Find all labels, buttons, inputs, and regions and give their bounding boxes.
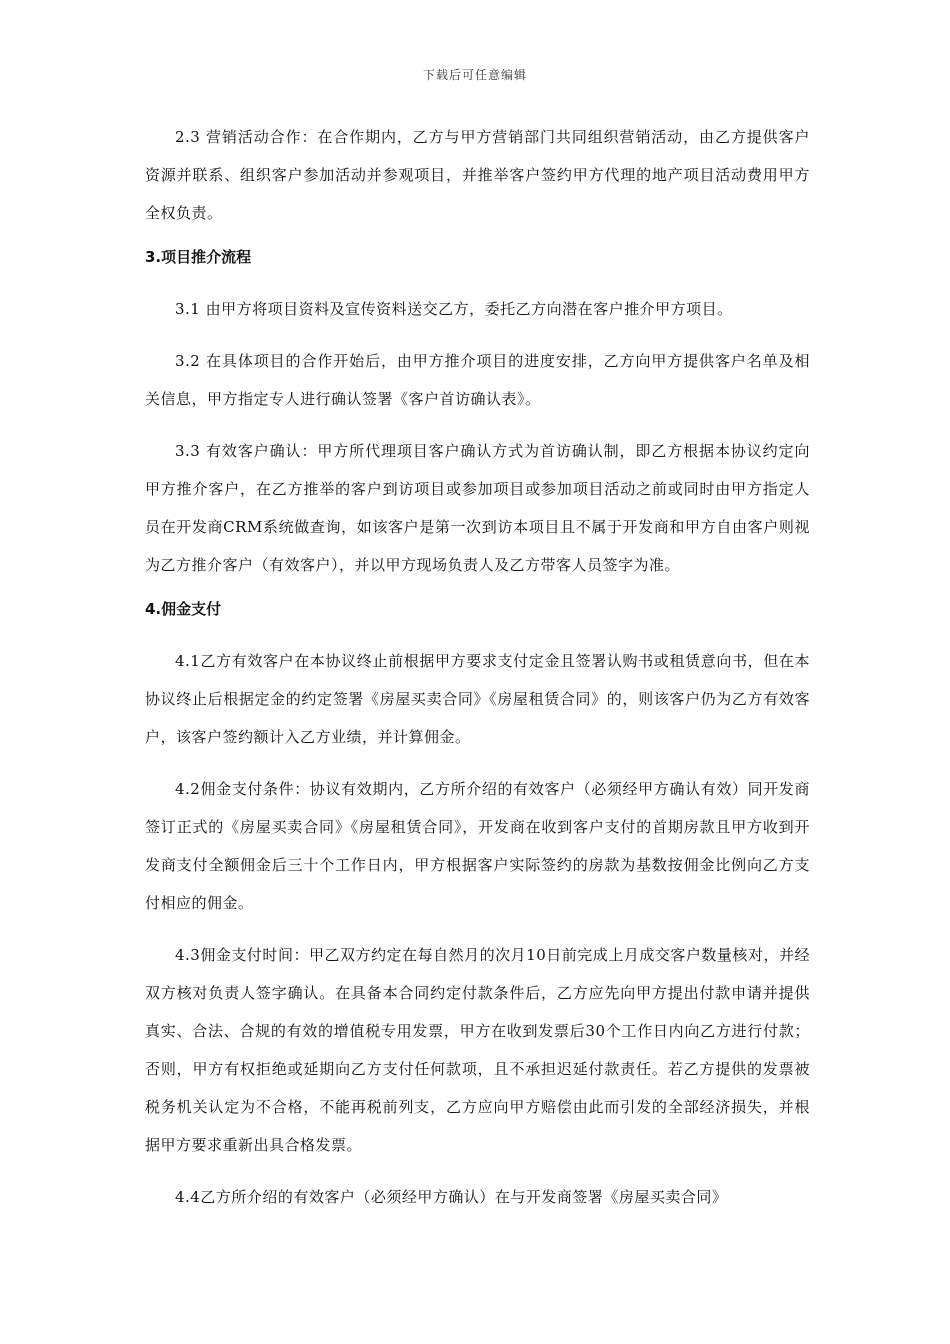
paragraph-4-2: 4.2佣金支付条件：协议有效期内，乙方所介绍的有效客户（必须经甲方确认有效）同开发商签订正式的《房屋买卖合同》《房屋租赁合同》，开发商在收到客户支付的首期房款且甲方收到开发商支付全额佣金后三十个工作日内，甲方根据客户实际签约的房款为基数按佣金比例向乙方支付相应的佣金。 <box>145 780 810 912</box>
page-header: 下载后可任意编辑 <box>422 68 527 82</box>
section-heading-4: 4.佣金支付 <box>145 600 222 618</box>
paragraph-4-1: 4.1乙方有效客户在本协议终止前根据甲方要求支付定金且签署认购书或租赁意向书，但在本协议终止后根据定金的约定签署《房屋买卖合同》《房屋租赁合同》的，则该客户仍为乙方有效客户，该客户签约额计入乙方业绩，并计算佣金。 <box>145 652 810 746</box>
section-heading-3: 3.项目推介流程 <box>145 248 252 266</box>
paragraph-2-3: 2.3 营销活动合作：在合作期内，乙方与甲方营销部门共同组织营销活动，由乙方提供客户资源并联系、组织客户参加活动并参观项目，并推举客户签约甲方代理的地产项目活动费用甲方全权负责。 <box>145 128 810 222</box>
paragraph-3-1: 3.1 由甲方将项目资料及宣传资料送交乙方，委托乙方向潜在客户推介甲方项目。 <box>175 300 733 318</box>
paragraph-4-4: 4.4乙方所介绍的有效客户（必须经甲方确认）在与开发商签署《房屋买卖合同》 <box>175 1188 728 1206</box>
document-body <box>145 118 810 1230</box>
paragraph-3-3: 3.3 有效客户确认：甲方所代理项目客户确认方式为首访确认制，即乙方根据本协议约定向甲方推介客户，在乙方推举的客户到访项目或参加项目或参加项目活动之前或同时由甲方指定人员在开发商CRM系统做查询，如该客户是第一次到访本项目且不属于开发商和甲方自由客户则视为乙方推介客户（有效客户），并以甲方现场负责人及乙方带客人员签字为准。 <box>145 442 810 574</box>
paragraph-4-3: 4.3佣金支付时间：甲乙双方约定在每自然月的次月10日前完成上月成交客户数量核对，并经双方核对负责人签字确认。在具备本合同约定付款条件后，乙方应先向甲方提出付款申请并提供真实、合法、合规的有效的增值税专用发票，甲方在收到发票后30个工作日内向乙方进行付款；否则，甲方有权拒绝或延期向乙方支付任何款项，且不承担迟延付款责任。若乙方提供的发票被税务机关认定为不合格，不能再税前列支，乙方应向甲方赔偿由此而引发的全部经济损失，并根据甲方要求重新出具合格发票。 <box>145 946 810 1154</box>
paragraph-3-2: 3.2 在具体项目的合作开始后，由甲方推介项目的进度安排，乙方向甲方提供客户名单及相关信息，甲方指定专人进行确认签署《客户首访确认表》。 <box>145 352 810 408</box>
